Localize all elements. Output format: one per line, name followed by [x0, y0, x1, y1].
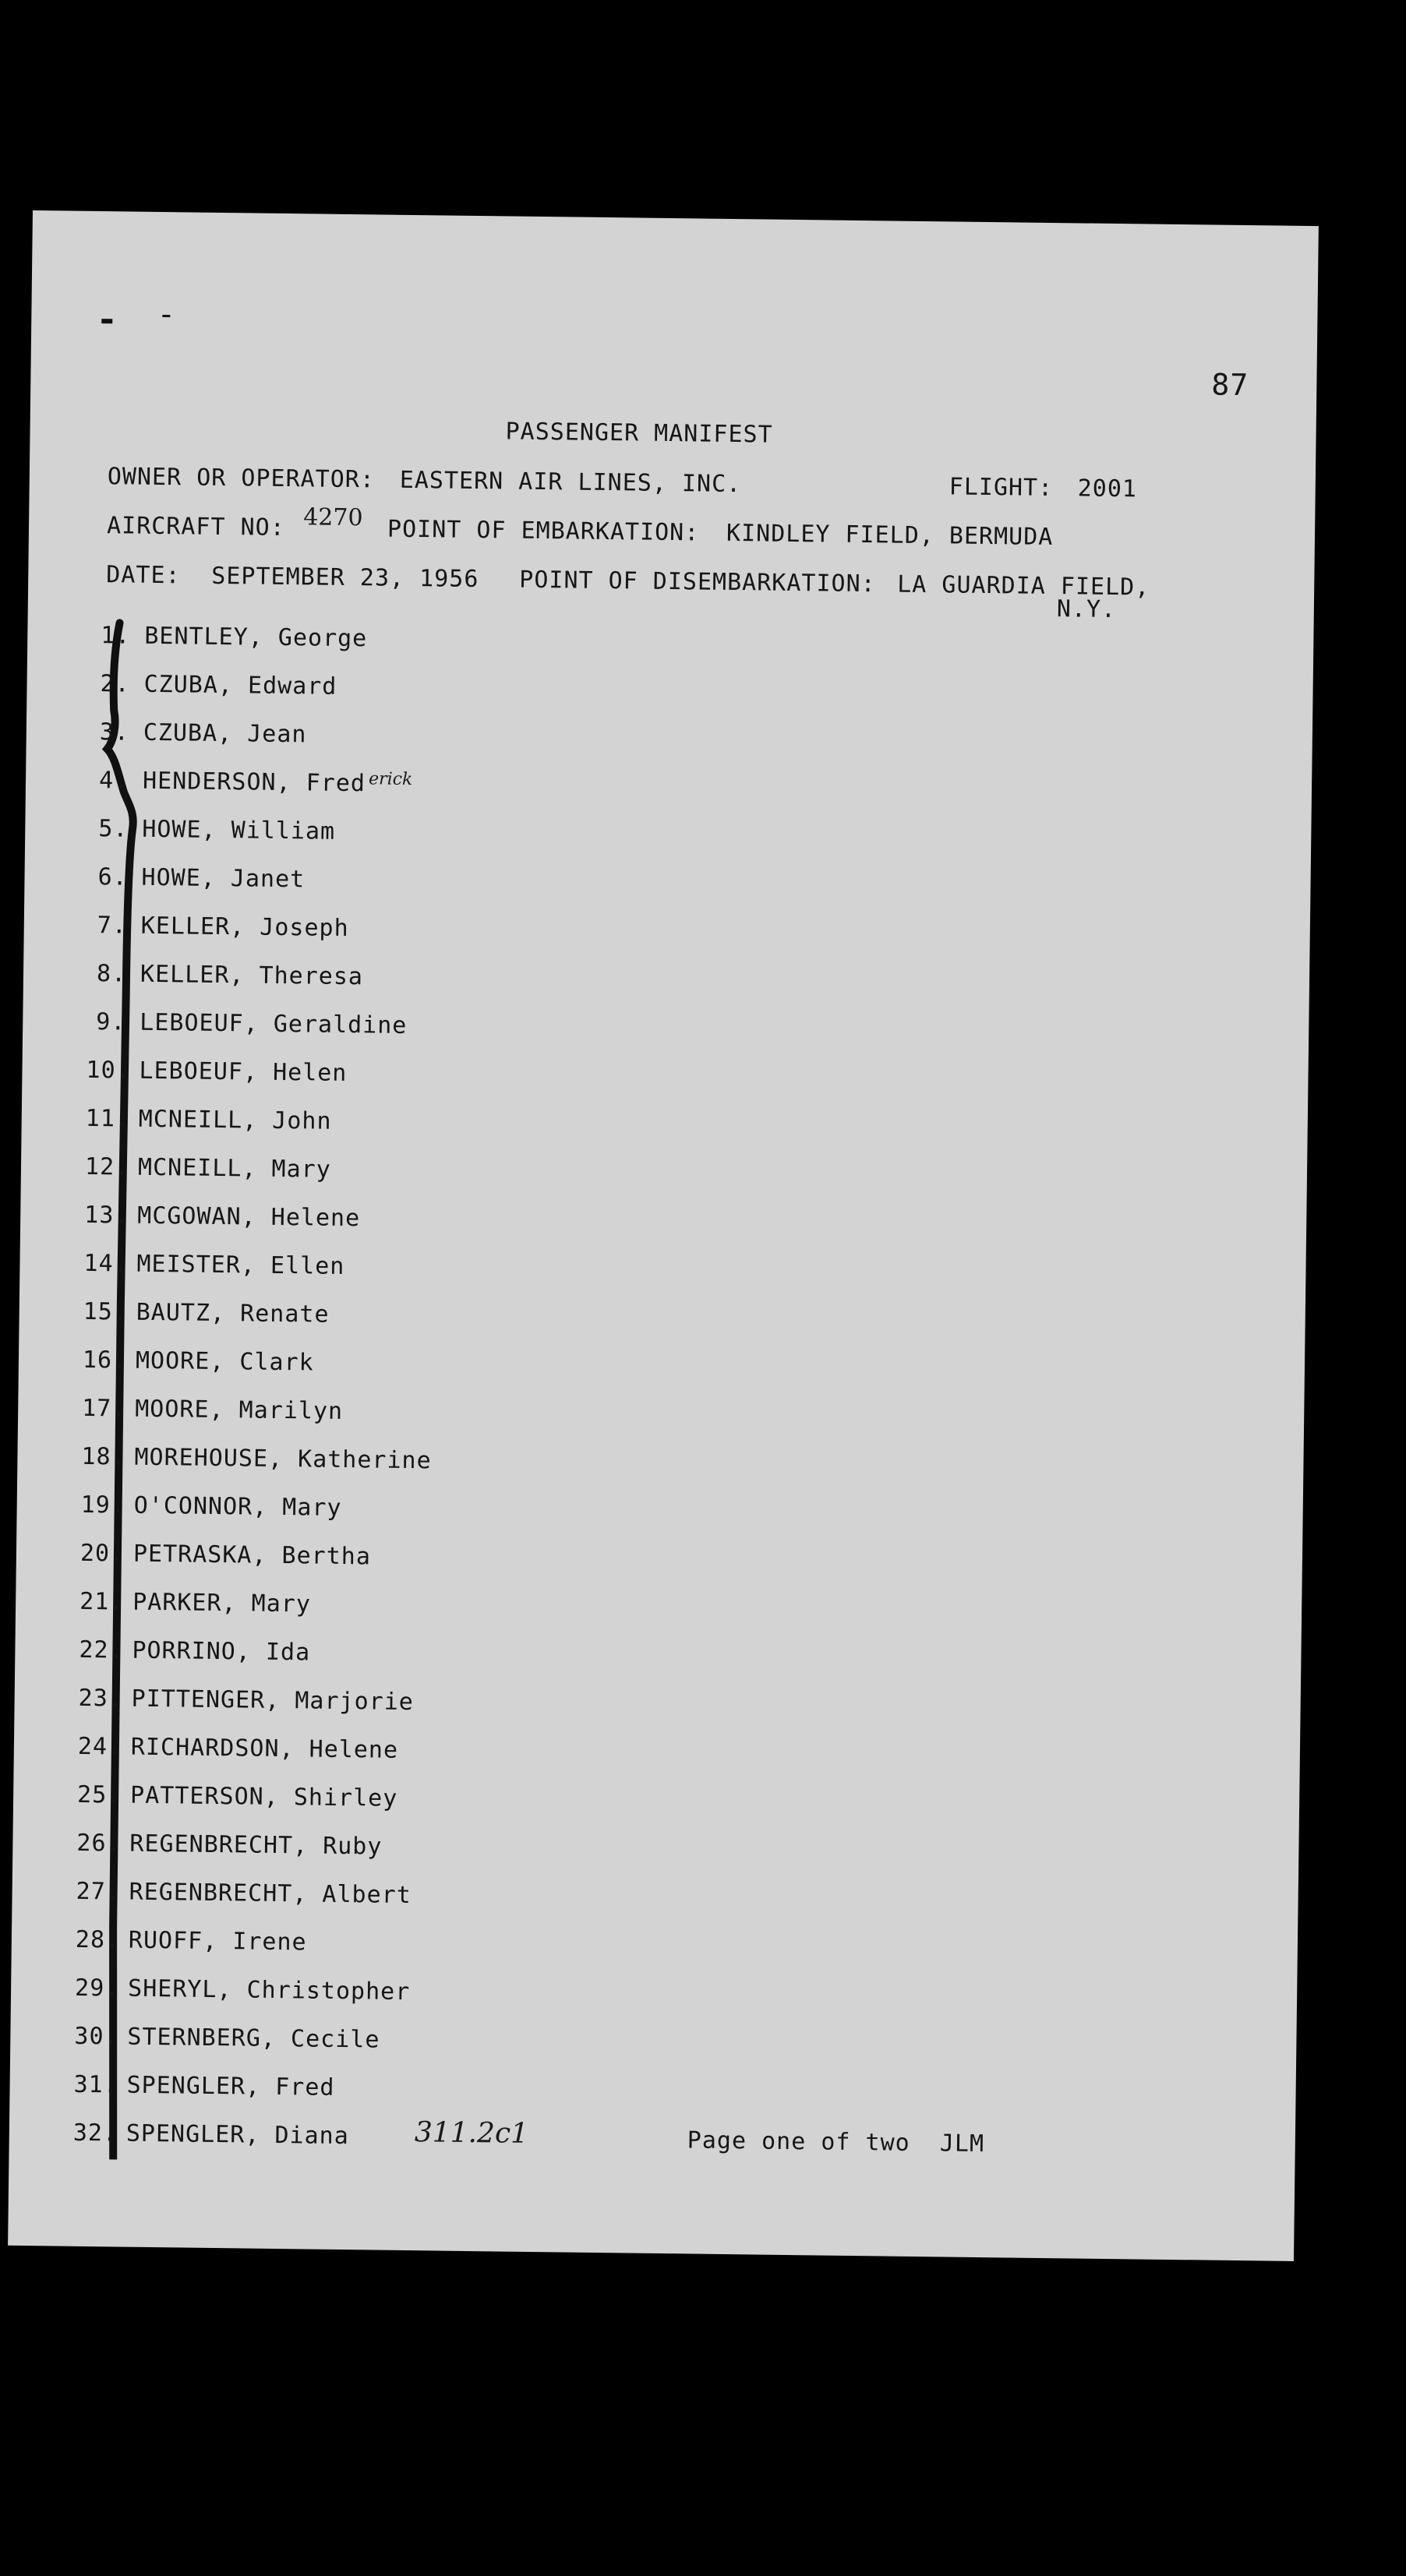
- passenger-name: RICHARDSON, Helene: [130, 1733, 399, 1764]
- passenger-name: HOWE, William: [142, 815, 336, 845]
- passenger-name: STERNBERG, Cecile: [127, 2023, 380, 2054]
- ink-speck: [162, 315, 170, 317]
- bracket-mark: [9, 210, 189, 2160]
- aircraft-number: 4270: [303, 503, 363, 532]
- page-number: 87: [1211, 367, 1249, 403]
- passenger-name: PETRASKA, Bertha: [132, 1540, 372, 1571]
- passenger-name: HENDERSON, Fred: [142, 767, 366, 798]
- passenger-name: LEBOEUF, Helen: [139, 1057, 348, 1088]
- passenger-name: REGENBRECHT, Albert: [129, 1878, 412, 1910]
- passenger-name: PITTENGER, Marjorie: [131, 1685, 415, 1717]
- passenger-name: MEISTER, Ellen: [136, 1250, 345, 1280]
- row-number: 13.: [84, 1201, 129, 1230]
- passenger-name: HOWE, Janet: [141, 863, 306, 894]
- row-number: 18.: [81, 1442, 126, 1471]
- aircraft-label: AIRCRAFT NO:: [106, 512, 286, 542]
- row-number: 14.: [83, 1249, 129, 1278]
- disembark-value-2: N.Y.: [1056, 595, 1117, 624]
- passenger-name: SHERYL, Christopher: [127, 1974, 411, 2006]
- embark-value: KINDLEY FIELD, BERMUDA: [726, 519, 1054, 552]
- row-number: 31.: [73, 2070, 119, 2099]
- passenger-name: PARKER, Mary: [132, 1588, 312, 1618]
- row-number: 16.: [82, 1346, 128, 1374]
- passenger-name: MCNEILL, John: [138, 1105, 332, 1135]
- passenger-name: LEBOEUF, Geraldine: [140, 1008, 408, 1039]
- row-number: 19.: [80, 1491, 126, 1519]
- row-number: 17.: [82, 1394, 127, 1423]
- row-number: 29.: [74, 1974, 120, 2003]
- row-number: 23.: [78, 1684, 124, 1713]
- disembark-value: LA GUARDIA FIELD,: [897, 570, 1150, 602]
- row-number: 1.: [101, 622, 131, 650]
- passenger-name: MOORE, Clark: [135, 1346, 314, 1377]
- disembark-label: POINT OF DISEMBARKATION:: [519, 566, 876, 598]
- flight-value: 2001: [1077, 475, 1138, 503]
- row-number: 28.: [75, 1925, 121, 1954]
- row-number: 12.: [84, 1152, 130, 1181]
- passenger-name: MOORE, Marilyn: [135, 1395, 344, 1425]
- row-number: 25.: [76, 1780, 122, 1809]
- row-number: 10.: [86, 1056, 131, 1085]
- passenger-name: REGENBRECHT, Ruby: [129, 1830, 383, 1861]
- manifest-page: [8, 210, 1319, 2261]
- row-number: 6.: [97, 863, 128, 891]
- row-number: 30.: [74, 2022, 119, 2051]
- handwritten-annotation: 311.2c1: [414, 2116, 529, 2150]
- row-number: 11.: [85, 1104, 131, 1133]
- passenger-name: KELLER, Theresa: [140, 960, 364, 991]
- row-number: 2.: [100, 670, 130, 698]
- handwritten-annotation: erick: [368, 769, 413, 790]
- passenger-name: RUOFF, Irene: [128, 1926, 307, 1957]
- passenger-name: MCGOWAN, Helene: [137, 1202, 361, 1233]
- owner-value: EASTERN AIR LINES, INC.: [399, 466, 742, 499]
- row-number: 20.: [79, 1539, 125, 1568]
- passenger-name: MOREHOUSE, Katherine: [134, 1443, 432, 1475]
- row-number: 4.: [98, 767, 129, 795]
- row-number: 24.: [77, 1732, 123, 1761]
- manifest-title: PASSENGER MANIFEST: [505, 418, 773, 449]
- page-footer: Page one of two JLM: [687, 2126, 985, 2158]
- embark-label: POINT OF EMBARKATION:: [387, 515, 700, 547]
- row-number: 15.: [83, 1297, 129, 1326]
- date-value: SEPTEMBER 23, 1956: [211, 562, 479, 594]
- passenger-name: PATTERSON, Shirley: [129, 1781, 398, 1812]
- row-number: 27.: [76, 1877, 122, 1906]
- passenger-name: PORRINO, Ida: [132, 1636, 311, 1667]
- flight-label: FLIGHT:: [949, 473, 1054, 503]
- ink-speck: [101, 319, 112, 323]
- passenger-name: MCNEILL, Mary: [137, 1153, 332, 1184]
- row-number: 21.: [79, 1587, 125, 1616]
- row-number: 26.: [76, 1829, 122, 1858]
- passenger-name: SPENGLER, Diana: [125, 2119, 349, 2151]
- passenger-name: KELLER, Joseph: [140, 912, 349, 943]
- row-number: 32.: [72, 2119, 118, 2147]
- passenger-name: CZUBA, Jean: [143, 718, 307, 749]
- row-number: 5.: [98, 815, 129, 843]
- passenger-name: O'CONNOR, Mary: [133, 1491, 342, 1522]
- row-number: 3.: [99, 718, 130, 746]
- passenger-name: BAUTZ, Renate: [136, 1298, 330, 1329]
- row-number: 9.: [96, 1008, 126, 1036]
- row-number: 22.: [79, 1636, 124, 1664]
- owner-label: OWNER OR OPERATOR:: [107, 463, 376, 494]
- row-number: 8.: [96, 960, 127, 988]
- passenger-name: CZUBA, Edward: [143, 670, 337, 700]
- date-label: DATE:: [106, 561, 181, 590]
- passenger-name: SPENGLER, Fred: [126, 2071, 335, 2101]
- row-number: 7.: [97, 912, 128, 940]
- passenger-name: BENTLEY, George: [144, 622, 368, 653]
